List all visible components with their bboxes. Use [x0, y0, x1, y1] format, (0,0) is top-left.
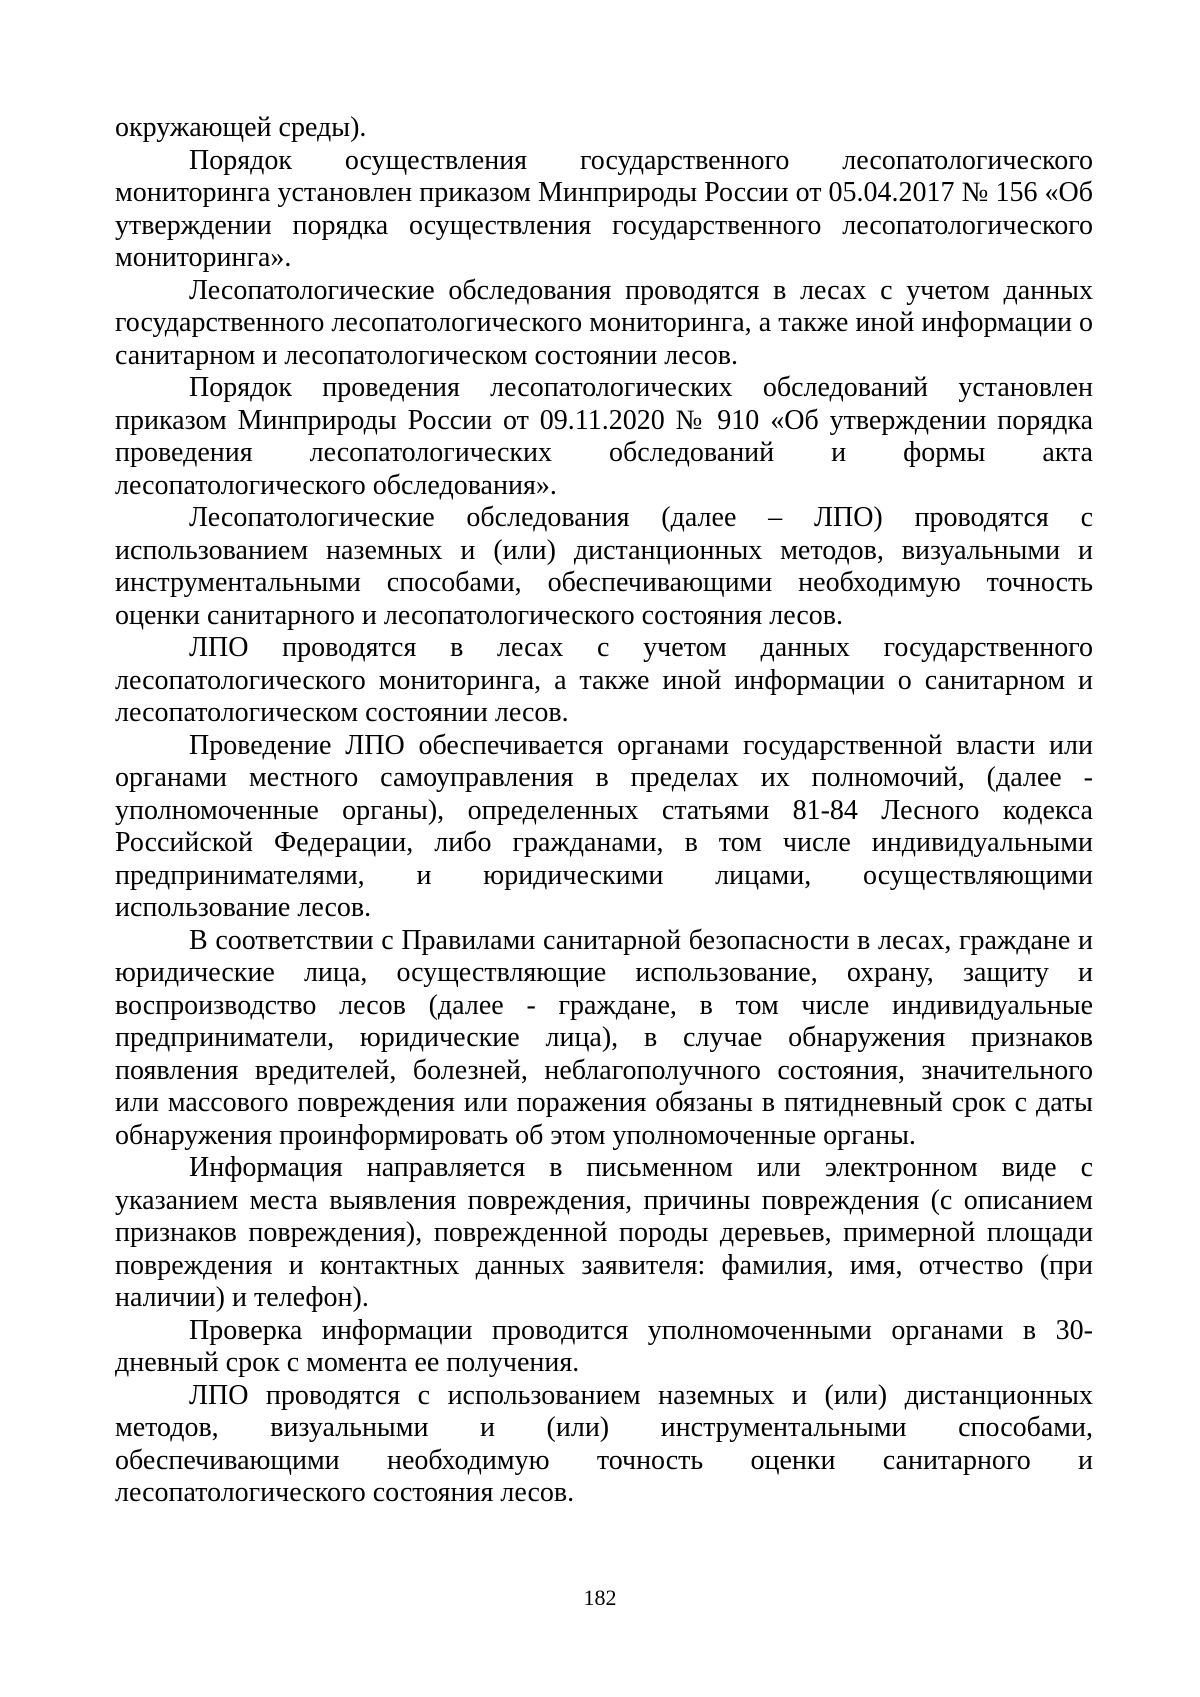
paragraph: Лесопатологические обследования проводятся в лесах с учетом данных государственного лесопатологического мониторинга, а также иной информации о санитарном и лесопатологическом состоянии лесов.: [115, 274, 1093, 371]
paragraph: Лесопатологические обследования (далее – ЛПО) проводятся с использованием наземных и (или) дистанционных методов, визуальными и инструментальными способами, обеспечивающими необходимую точность оценки санитарного и лесопатологического состояния лесов.: [115, 502, 1093, 631]
paragraph: ЛПО проводятся с использованием наземных и (или) дистанционных методов, визуальными и (или) инструментальными способами, обеспечивающими необходимую точность оценки санитарного и лесопатологического состояния лесов.: [115, 1379, 1093, 1508]
paragraph: Порядок проведения лесопатологических обследований установлен приказом Минприроды России от 09.11.2020 № 910 «Об утверждении порядка проведения лесопатологических обследований и формы акта лесопатологического обследования».: [115, 372, 1093, 501]
body-text: [115, 112, 1093, 1510]
paragraph: Проведение ЛПО обеспечивается органами государственной власти или органами местного самоуправления в пределах их полномочий, (далее - уполномоченные органы), определенных статьями 81-84 Лесного кодекса Российской Федерации, либо гражданами, в том числе индивидуальными предпринимателями, и юридическими лицами, осуществляющими использование лесов.: [115, 729, 1093, 923]
paragraph: Проверка информации проводится уполномоченными органами в 30-дневный срок с момента ее получения.: [115, 1314, 1093, 1378]
page-number: 182: [583, 1585, 617, 1610]
paragraph: Порядок осуществления государственного лесопатологического мониторинга установлен приказом Минприроды России от 05.04.2017 № 156 «Об утверждении порядка осуществления государственного лесопатологического мониторинга».: [115, 144, 1093, 273]
paragraph: окружающей среды).: [115, 112, 367, 143]
paragraph: ЛПО проводятся в лесах с учетом данных государственного лесопатологического мониторинга, а также иной информации о санитарном и лесопатологическом состоянии лесов.: [115, 632, 1093, 728]
paragraph: Информация направляется в письменном или электронном виде с указанием места выявления повреждения, причины повреждения (с описанием признаков повреждения), поврежденной породы деревьев, примерной площади повреждения и контактных данных заявителя: фамилия, имя, отчество (при наличии) и телефон).: [115, 1152, 1093, 1313]
paragraph: В соответствии с Правилами санитарной безопасности в лесах, граждане и юридические лица, осуществляющие использование, охрану, защиту и воспроизводство лесов (далее - граждане, в том числе индивидуальные предприниматели, юридические лица), в случае обнаружения признаков появления вредителей, болезней, неблагополучного состояния, значительного или массового повреждения или поражения обязаны в пятидневный срок с даты обнаружения проинформировать об этом уполномоченные органы.: [115, 924, 1093, 1151]
